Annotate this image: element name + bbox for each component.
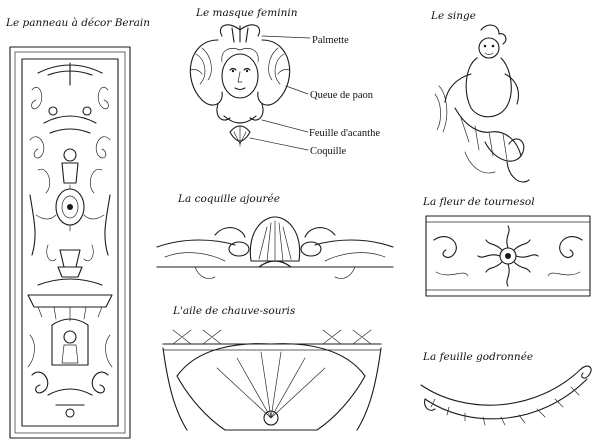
aile-chauve-souris-illustration	[157, 318, 387, 440]
label-queue-de-paon: Queue de paon	[310, 90, 373, 101]
fleur-tournesol-illustration	[424, 210, 592, 302]
caption-aile: L'aile de chauve-souris	[173, 305, 296, 317]
caption-panneau: Le panneau à décor Berain	[6, 17, 151, 29]
caption-coquille-ajouree: La coquille ajourée	[178, 193, 280, 205]
singe-illustration	[425, 22, 545, 192]
label-coquille: Coquille	[310, 146, 347, 157]
caption-masque: Le masque feminin	[196, 7, 298, 19]
coquille-ajouree-illustration	[155, 205, 395, 290]
feuille-godronnee-illustration	[415, 355, 595, 435]
label-feuille-acanthe: Feuille d'acanthe	[309, 128, 380, 139]
panneau-berain-illustration	[8, 45, 132, 440]
label-palmette: Palmette	[312, 35, 349, 46]
caption-feuille: La feuille godronnée	[423, 351, 534, 363]
caption-fleur: La fleur de tournesol	[423, 196, 535, 208]
caption-singe: Le singe	[431, 10, 476, 22]
masque-feminin-illustration	[178, 20, 318, 160]
